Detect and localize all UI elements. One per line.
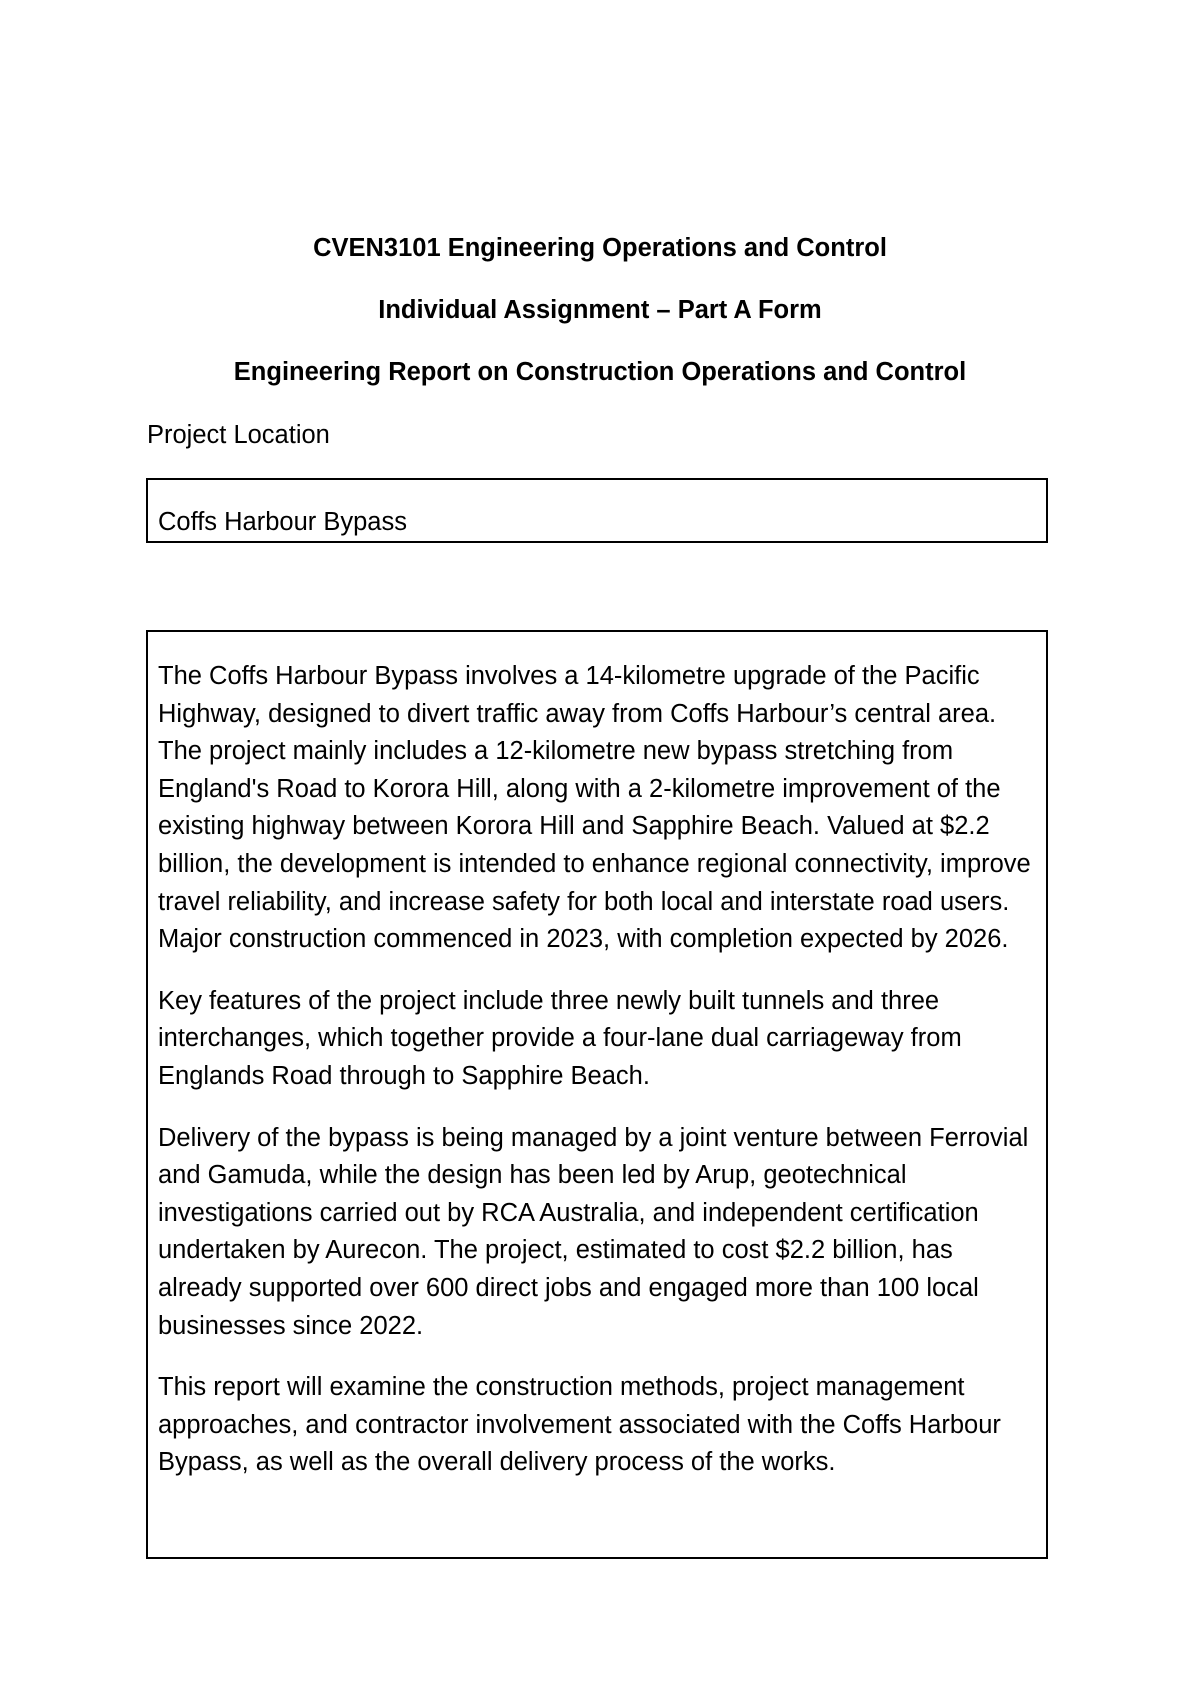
assignment-title: Individual Assignment – Part A Form [378, 296, 822, 324]
project-location-value: Coffs Harbour Bypass [158, 508, 407, 536]
description-paragraph: This report will examine the construction methods, project management approaches, and contractor involvement associated with the Coffs Harbour Bypass, as well as the overall delivery process of the works. [158, 1373, 1001, 1477]
project-location-field[interactable] [146, 478, 1048, 543]
course-title: CVEN3101 Engineering Operations and Control [313, 234, 887, 262]
description-paragraph: Delivery of the bypass is being managed by a joint venture between Ferrovial and Gamuda, while the design has been led by Arup, geotechnical investigations carried out by RCA Australia, and independent certification undertaken by Aurecon. The project, estimated to cost $2.2 billion, has already supported over 600 direct jobs and engaged more than 100 local businesses since 2022. [158, 1123, 1029, 1340]
project-location-label: Project Location [147, 421, 330, 449]
report-title: Engineering Report on Construction Operations and Control [233, 358, 967, 386]
description-paragraph: Key features of the project include three newly built tunnels and three interchanges, which together provide a four-lane dual carriageway from Englands Road through to Sapphire Beach. [158, 986, 962, 1090]
project-description-content [158, 658, 1038, 1506]
description-paragraph: The Coffs Harbour Bypass involves a 14-kilometre upgrade of the Pacific Highway, designed to divert traffic away from Coffs Harbour’s central area. The project mainly includes a 12-kilometre new bypass stretching from England's Road to Korora Hill, along with a 2-kilometre improvement of the existing highway between Korora Hill and Sapphire Beach. Valued at $2.2 billion, the development is intended to enhance regional connectivity, improve travel reliability, and increase safety for both local and interstate road users. Major construction commenced in 2023, with completion expected by 2026. [158, 662, 1031, 954]
project-description-box[interactable] [146, 630, 1048, 1559]
